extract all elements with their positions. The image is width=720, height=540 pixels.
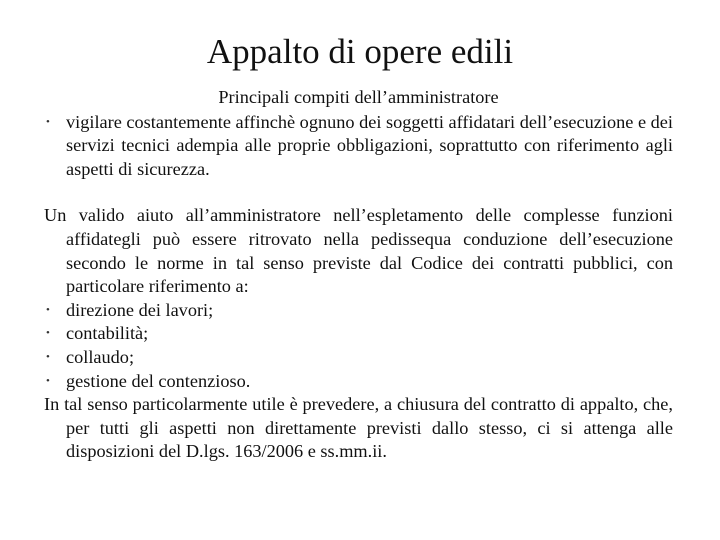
paragraph-intro: Un valido aiuto all’amministratore nell’espletamento delle complesse funzioni affidategli può essere ritrovato nella pedissequa conduzione dell’esecuzione secondo le norme in tal senso previste dal Codice dei contratti pubblici, con particolare riferimento a: [44,205,673,297]
bullet-dot-icon: • [46,327,50,340]
slide-title: Appalto di opere edili [206,32,514,71]
slide-content [44,86,673,464]
bullet-dot-icon: • [46,303,50,316]
list-item-text: contabilità; [66,323,149,344]
bullet-dot-icon: • [46,115,50,128]
bullet-dot-icon: • [46,350,50,363]
list-item [44,346,673,370]
bullet-dot-icon: • [46,374,50,387]
slide-subtitle: Principali compiti dell’amministratore [218,87,499,107]
list-item [44,299,673,323]
first-bullet-text: vigilare costantemente affinchè ognuno dei soggetti affidatari dell’esecuzione e dei servizi tecnici adempia alle proprie obbligazioni, soprattutto con riferimento agli aspetti di sicurezza. [66,111,673,179]
list-item-text: direzione dei lavori; [66,299,214,320]
list-item-text: collaudo; [66,346,135,367]
duties-list [44,299,673,393]
spacer [44,181,673,204]
list-item [44,370,673,394]
list-item-text: gestione del contenzioso. [66,370,251,391]
list-item [44,322,673,346]
first-bullet [44,111,673,182]
paragraph-closing: In tal senso particolarmente utile è prevedere, a chiusura del contratto di appalto, che, per tutti gli aspetti non direttamente previsti dallo stesso, ci si attenga alle disposizioni del D.lgs. 163/2006 e ss.mm.ii. [44,394,673,462]
